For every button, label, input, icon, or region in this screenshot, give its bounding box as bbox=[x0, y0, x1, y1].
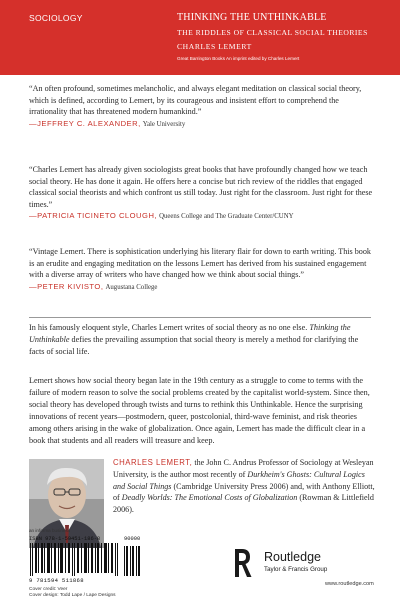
description-paragraph-2: Lemert shows how social theory began late in the 19th century as a struggle to come to terms with the failure of modern reason to solve the social problems created by the capitalist world-system. Since then, social theory has developed through twists and turns to rethink this Unthinkable. Hence the surprising innovations of recent years—postmodern, queer, postcolonial, third-wave feminist, and risk theories among others arising in the wake of globalization. Once again, Lemert has made the difficult clear in a book that students and all readers will treasure and keep. bbox=[29, 376, 370, 445]
blurb-author: —JEFFREY C. ALEXANDER, bbox=[29, 118, 141, 128]
book-title-italic: Thinking the Unthinkable bbox=[29, 323, 351, 344]
informa-label: an informa business bbox=[29, 528, 71, 533]
blurb-author: —PATRICIA TICINETO CLOUGH, bbox=[29, 211, 158, 221]
bio-book-title: Deadly Worlds: The Emotional Costs of Globalization bbox=[121, 493, 298, 503]
author-bio bbox=[113, 457, 375, 516]
body-text: In his famously eloquent style, Charles Lemert writes of social theory as no one else. bbox=[29, 323, 310, 332]
book-subtitle: THE RIDDLES OF CLASSICAL SOCIAL THEORIES bbox=[177, 28, 368, 37]
blurb-affiliation: Yale University bbox=[142, 120, 186, 128]
blurb-quote-1 bbox=[29, 83, 373, 130]
blurb-text: “An often profound, sometimes melancholic, and always elegant meditation on classical social theory, which is defined, according to Lemert, by its courageous and insistent effort to comprehend the irrationality that has threatened modern humankind.” bbox=[29, 84, 362, 117]
blurb-affiliation: Augustana College bbox=[105, 283, 158, 291]
bio-text: (Rowman & Littlefield 2006). bbox=[113, 493, 374, 515]
description-paragraph-1 bbox=[29, 322, 373, 358]
blurb-quote-3 bbox=[29, 246, 373, 293]
author-photo bbox=[29, 459, 104, 548]
bio-text: the John C. Andrus Professor of Sociology at Wesleyan University, is the author most recently of bbox=[113, 458, 374, 479]
category-label: SOCIOLOGY bbox=[29, 13, 83, 23]
author-portrait bbox=[29, 459, 104, 548]
blurb-author: —PETER KIVISTO, bbox=[29, 281, 104, 291]
header-band bbox=[0, 0, 400, 75]
blurb-attribution bbox=[29, 281, 373, 294]
book-title: THINKING THE UNTHINKABLE bbox=[177, 12, 327, 23]
barcode-icon bbox=[29, 543, 121, 576]
section-divider bbox=[29, 317, 371, 318]
bio-book-title: Durkheim's Ghosts: Cultural Logics and Social Things bbox=[113, 469, 365, 491]
blurb-attribution bbox=[29, 118, 373, 131]
bio-author-name: CHARLES LEMERT, bbox=[113, 458, 193, 467]
blurb-attribution bbox=[29, 210, 373, 223]
blurb-text: “Vintage Lemert. There is sophistication underlying his literary flair for down to earth writing. This book is an erudite and engaging meditation on the lessons Lemert has derived from his sustained engagement with a diverse array of writers who have changed how we think about social things.” bbox=[29, 247, 371, 280]
publisher-group: Taylor & Francis Group bbox=[264, 566, 328, 573]
publisher-website: www.routledge.com bbox=[325, 581, 374, 587]
cover-design-credit: Cover design: Todd Lape / Lape Designs bbox=[29, 593, 116, 598]
publisher-name: Routledge bbox=[264, 550, 321, 564]
imprint-line: Great Barrington Books An imprint edited by Charles Lemert bbox=[177, 56, 300, 61]
barcode-addon-icon bbox=[124, 543, 141, 576]
price-code: 90000 bbox=[124, 536, 141, 542]
blurb-quote-2 bbox=[29, 164, 373, 223]
isbn-text: ISBN 978-1-59451-186-8 bbox=[29, 536, 101, 542]
bio-text: (Cambridge University Press 2006) and, with Anthony Elliott, of bbox=[113, 481, 375, 503]
routledge-r-logo-icon bbox=[231, 546, 253, 580]
barcode-number: 9 781594 511868 bbox=[29, 577, 84, 584]
blurb-affiliation: Queens College and The Graduate Center/CUNY bbox=[159, 213, 294, 221]
cover-credit: Cover credit: Veer bbox=[29, 587, 68, 592]
body-text: defies the prevailing assumption that social theory is merely a method for clarifying the facts of social life. bbox=[29, 335, 359, 356]
author-name-header: CHARLES LEMERT bbox=[177, 42, 252, 51]
barcode-area bbox=[29, 536, 139, 584]
blurb-text: “Charles Lemert has already given sociologists great books that have profoundly changed how we teach social theory. He has done it again. He offers here a concise but rich review of the riddles that engaged classical social theorists and which confront us still today. Just right for the classroom. Just right for these times.” bbox=[29, 165, 373, 209]
